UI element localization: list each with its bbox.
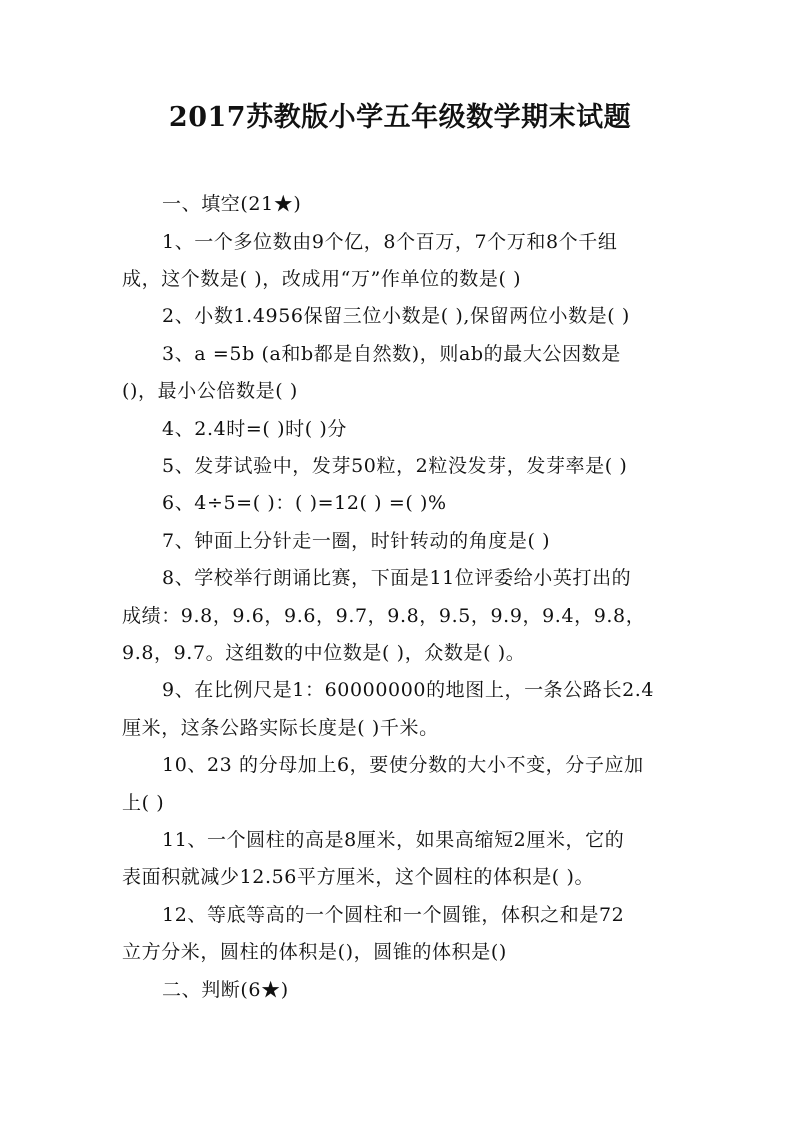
question-line: 1、一个多位数由9个亿，8个百万，7个万和8个千组 (162, 231, 618, 253)
question-line: 8、学校举行朗诵比赛，下面是11位评委给小英打出的 (162, 567, 632, 589)
question-line: 厘米，这条公路实际长度是( )千米。 (122, 717, 439, 739)
question-line: 9.8，9.7。这组数的中位数是( )，众数是( )。 (122, 642, 526, 664)
question-line: 11、一个圆柱的高是8厘米，如果高缩短2厘米，它的 (162, 829, 625, 851)
question-line: 10、23 的分母加上6，要使分数的大小不变，分子应加 (162, 754, 644, 776)
question-line: 6、4÷5=( )：( )=12( ) =( )% (162, 492, 447, 514)
question-line: 表面积就减少12.56平方厘米，这个圆柱的体积是( )。 (122, 866, 595, 888)
page-title: 2017苏教版小学五年级数学期末试题 (168, 102, 632, 133)
question-line: 立方分米，圆柱的体积是()，圆锥的体积是() (122, 941, 507, 963)
question-line: 3、a =5b (a和b都是自然数)，则ab的最大公因数是 (162, 343, 621, 365)
question-line: 成绩：9.8，9.6，9.6，9.7，9.8，9.5，9.9，9.4，9.8， (122, 605, 646, 627)
question-line: ()，最小公倍数是( ) (122, 380, 298, 402)
question-line: 2、小数1.4956保留三位小数是( ),保留两位小数是( ) (162, 305, 630, 327)
question-line: 成，这个数是( )，改成用“万”作单位的数是( ) (122, 268, 522, 290)
question-line: 上( ) (122, 792, 165, 814)
question-line: 5、发芽试验中，发芽50粒，2粒没发芽，发芽率是( ) (162, 455, 628, 477)
section-heading-judgement: 二、判断(6★) (162, 979, 289, 1001)
question-line: 7、钟面上分针走一圈，时针转动的角度是( ) (162, 530, 551, 552)
section-heading-fill-in: 一、填空(21★) (162, 193, 302, 215)
question-line: 9、在比例尺是1：60000000的地图上，一条公路长2.4 (162, 679, 655, 701)
question-line: 12、等底等高的一个圆柱和一个圆锥，体积之和是72 (162, 904, 625, 926)
question-line: 4、2.4时=( )时( )分 (162, 418, 347, 440)
